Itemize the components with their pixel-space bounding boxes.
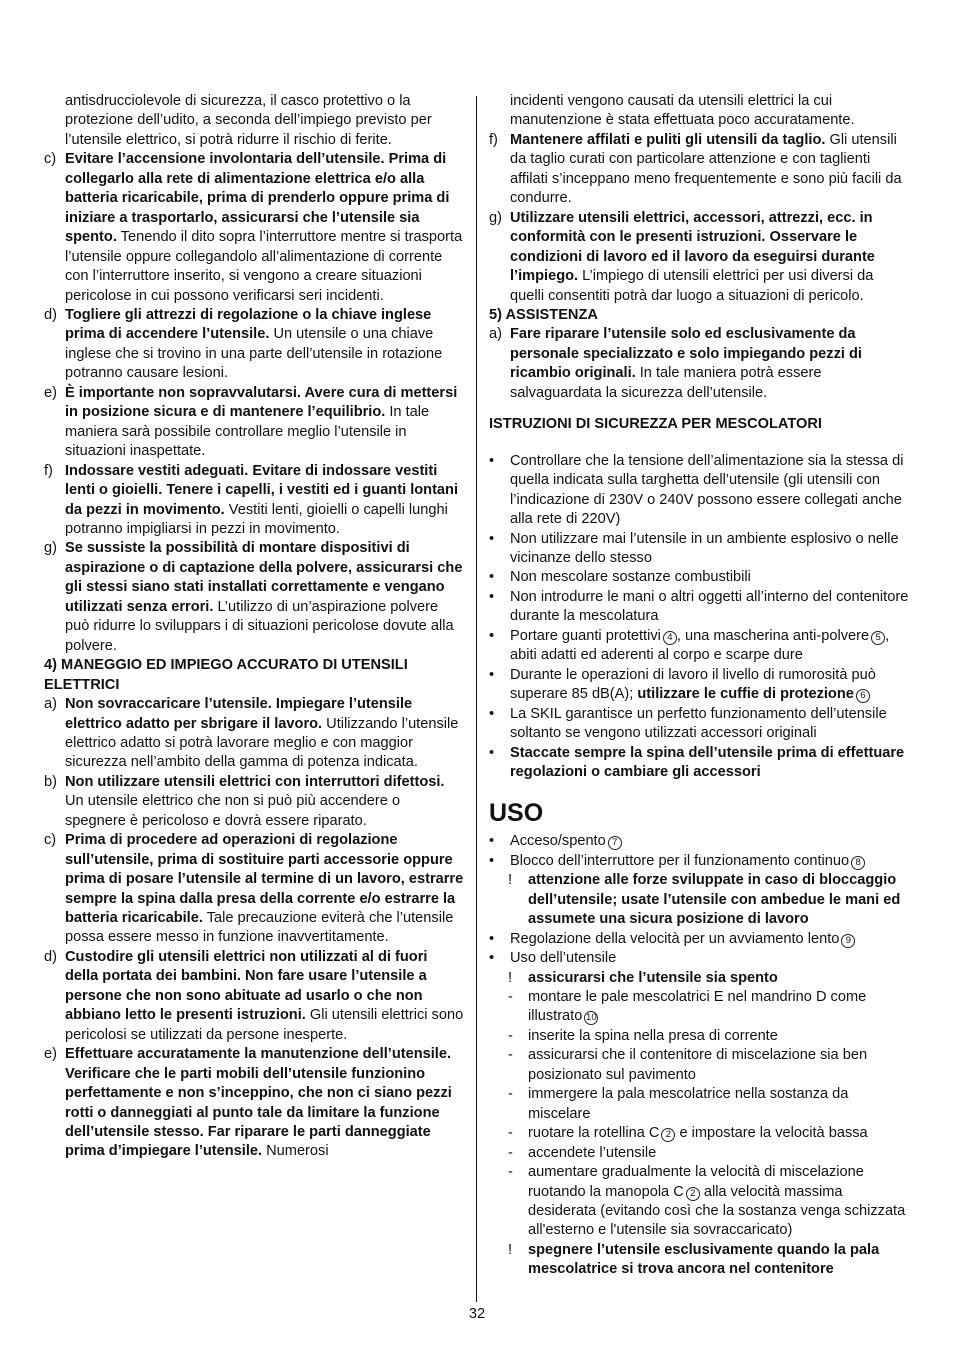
item-text: La SKIL garantisce un perfetto funzionamento dell’utensile soltanto se vengono utilizzati accessori originali [510, 705, 887, 742]
list-item [489, 1027, 911, 1046]
section-heading: 4) MANEGGIO ED IMPIEGO ACCURATO DI UTENSILI ELETTRICI [44, 657, 408, 693]
item-text: Acceso/spento [510, 833, 606, 850]
list-item [44, 539, 464, 656]
item-text: ruotare la rotellina C [528, 1125, 660, 1142]
list-item [489, 131, 911, 209]
bold-text: Non utilizzare utensili elettrici con interruttori difettosi. [65, 773, 445, 790]
item-text: Numerosi [262, 1143, 329, 1160]
figure-ref-icon: 7 [608, 836, 622, 850]
list-item [489, 209, 911, 306]
item-marker: - [508, 1047, 513, 1064]
bold-text: Prima di procedere ad operazioni di regolazione sull’utensile, prima di sostituire parti accessorie oppure prima di posare l’utensile al termine di un lavoro, estrarre sempre la spina dalla presa della corrente e/o estrarre la batteria ricaricabile. [65, 832, 464, 927]
bullet-item [489, 744, 911, 783]
item-marker: - [508, 1086, 513, 1103]
bold-text: spegnere l’utensile esclusivamente quando la pala mescolatrice si trova ancora nel contenitore [528, 1241, 880, 1278]
item-text: Non utilizzare mai l’utensile in un ambiente esplosivo o nelle vicinanze dello stesso [510, 530, 899, 566]
item-marker: • [489, 666, 495, 683]
bold-text: Non sovraccaricare l’utensile. Impiegare l’utensile elettrico adatto per sbrigare il lavoro. [65, 696, 413, 732]
page-number: 32 [468, 1306, 486, 1322]
item-text: Durante le operazioni di lavoro il livello di rumorosità può superare 85 dB(A); [510, 666, 876, 703]
item-marker: - [508, 1164, 513, 1181]
item-marker: b) [44, 773, 57, 790]
list-item [489, 1046, 911, 1085]
item-marker: ! [508, 969, 513, 986]
item-marker: • [489, 569, 495, 586]
list-item [44, 1045, 464, 1162]
list-item [489, 988, 911, 1027]
list-item [44, 831, 464, 948]
list-item [44, 773, 464, 831]
item-text: Blocco dell’interruttore per il funzionamento continuo [510, 852, 850, 869]
paragraph [489, 92, 911, 131]
item-text: montare le pale mescolatrici E nel mandrino D come illustrato [528, 989, 867, 1025]
list-item [489, 1085, 911, 1124]
item-text: incidenti vengono causati da utensili elettrici la cui manutenzione è stata effettuata poco accuratamente. [510, 93, 855, 129]
item-text: L’impiego di utensili elettrici per usi diversi da quelli consentiti potrà dar luogo a situazioni di pericolo. [510, 268, 874, 304]
item-marker: c) [44, 151, 57, 168]
item-text: inserite la spina nella presa di corrente [528, 1027, 778, 1044]
figure-ref-icon: 8 [851, 856, 865, 870]
item-marker: - [508, 1144, 513, 1161]
item-text: Un utensile elettrico che non si può più accendere o spegnere è pericoloso e dovrà essere riparato. [65, 793, 401, 829]
item-text: Utilizzando l’utensile elettrico adatto si potrà lavorare meglio e con maggior sicurezza nell’ambito della gamma di potenza indicata. [65, 715, 459, 771]
item-marker: • [489, 627, 495, 644]
item-text: Non introdurre le mani o altri oggetti all’interno del contenitore durante la mescolatura [510, 588, 909, 625]
figure-ref-icon: 9 [841, 934, 855, 948]
bold-text: Mantenere affilati e puliti gli utensili da taglio. [510, 131, 826, 148]
bullet-item [489, 588, 911, 627]
item-text: Tenendo il dito sopra l’interruttore mentre si trasporta l’utensile oppure collegandolo all’alimentazione di corrente con l’interruttore inserito, si vengono a creare situazioni pericolose in cui possono verificarsi seri incidenti. [65, 229, 463, 304]
item-marker: d) [44, 306, 57, 323]
item-marker: g) [489, 209, 502, 226]
bullet-item [489, 666, 911, 705]
item-text: Tale precauzione eviterà che l’utensile possa essere messo in funzione inavvertitamente. [65, 910, 454, 946]
item-text: Uso dell’utensile [510, 950, 617, 967]
item-text: alla velocità massima desiderata (evitando così che la sostanza venga schizzata all'esterno e l'utensile sia sovraccaricato) [528, 1183, 906, 1239]
item-marker: ! [508, 1241, 513, 1258]
item-marker: • [489, 950, 495, 967]
list-item [44, 948, 464, 1045]
item-text: e impostare la velocità bassa [675, 1125, 868, 1142]
item-text: Gli utensili da taglio curati con particolare attenzione e con taglienti affilati s’inceppano meno frequentemente e sono più facili da condurre. [510, 131, 902, 207]
item-text: aumentare gradualmente la velocità di miscelazione ruotando la manopola C [528, 1164, 864, 1200]
figure-ref-icon: 5 [871, 631, 885, 645]
item-text: immergere la pala mescolatrice nella sostanza da miscelare [528, 1086, 849, 1122]
list-item [489, 1144, 911, 1163]
item-marker: g) [44, 540, 57, 557]
list-item [489, 1241, 911, 1280]
list-item [489, 871, 911, 929]
bold-text: utilizzare le cuffie di protezione [637, 686, 854, 703]
list-item [489, 969, 911, 988]
bold-text: Evitare l’accensione involontaria dell’utensile. Prima di collegarlo alla rete di alimentazione elettrica e/o alla batteria ricaricabile, prima di prenderlo oppure prima di iniziare a trasportarlo, assicurarsi che l’utensile sia spento. [65, 151, 450, 246]
item-text: antisdrucciolevole di sicurezza, il casco protettivo o la protezione dell’udito, a seconda dell’impiego previsto per l’utensile elettrico, si potrà ridurre il rischio di ferite. [65, 93, 432, 148]
item-text: assicurarsi che il contenitore di miscelazione sia ben posizionato sul pavimento [528, 1047, 868, 1083]
item-marker: • [489, 930, 495, 947]
bold-text: Utilizzare utensili elettrici, accessori, attrezzi, ecc. in conformità con le presenti istruzioni. Osservare le condizioni di lavoro ed il lavoro da eseguirsi durante l’impiego. [510, 209, 875, 285]
bold-text: Se sussiste la possibilità di montare dispositivi di aspirazione o di captazione della polvere, assicurarsi che gli stessi siano stati installati correttamente e vengano utilizzati senza errori. [65, 540, 463, 615]
figure-ref-icon: 2 [661, 1128, 675, 1142]
section-heading: 5) ASSISTENZA [489, 306, 598, 323]
item-text: , abiti adatti ed aderenti al corpo e scarpe dure [510, 627, 890, 664]
item-text: In tale maniera potrà essere salvaguardata la sicurezza dell’utensile. [510, 365, 822, 401]
figure-ref-icon: 2 [686, 1187, 700, 1201]
list-item [44, 306, 464, 384]
item-text: Controllare che la tensione dell’alimentazione sia la stessa di quella indicata sulla targhetta dell’utensile (gli utensili con l’indicazione di 230V o 240V possono essere collegati anche alla rete di 220V) [510, 452, 904, 528]
left-column [44, 92, 464, 1162]
figure-ref-icon: 10 [586, 1012, 597, 1024]
list-item [489, 1124, 911, 1143]
bullet-item [489, 705, 911, 744]
figure-ref-icon: 4 [663, 631, 677, 645]
bullet-item [489, 530, 911, 569]
section-title-uso: USO [489, 799, 544, 828]
list-item [489, 1163, 911, 1241]
item-marker: • [489, 705, 495, 722]
item-marker: • [489, 452, 495, 469]
item-marker: f) [44, 462, 53, 479]
bold-text: Fare riparare l’utensile solo ed esclusivamente da personale specializzato e solo impiegando pezzi di ricambio originali. [510, 326, 862, 382]
bullet-item [489, 627, 911, 666]
bullet-item [489, 568, 911, 587]
list-item [44, 695, 464, 773]
item-text: , una mascherina anti-polvere [676, 627, 870, 644]
item-marker: - [508, 989, 513, 1006]
bold-text: Staccate sempre la spina dell’utensile prima di effettuare regolazioni o cambiare gli accessori [510, 744, 905, 780]
list-item [44, 462, 464, 540]
item-text: Portare guanti protettivi [510, 627, 661, 644]
item-text: L’utilizzo di un’aspirazione polvere può ridurre lo sviluppars i di situazioni pericolose dovute alla polvere. [65, 598, 454, 654]
item-marker: • [489, 530, 495, 547]
section-heading: ISTRUZIONI DI SICUREZZA PER MESCOLATORI [489, 416, 822, 433]
item-marker: f) [489, 131, 498, 148]
item-marker: a) [489, 326, 502, 343]
item-text: Un utensile o una chiave inglese che si trovino in una parte dell’utensile in rotazione potranno causare lesioni. [65, 326, 443, 382]
item-marker: • [489, 852, 495, 869]
item-marker: - [508, 1027, 513, 1044]
bullet-item [489, 832, 911, 851]
figure-ref-icon: 6 [856, 689, 870, 703]
bullet-item [489, 949, 911, 968]
item-text: Gli utensili elettrici sono pericolosi se utilizzati da persone inesperte. [65, 1007, 464, 1043]
list-item [44, 384, 464, 462]
item-marker: e) [44, 1046, 57, 1063]
bold-text: assicurarsi che l’utensile sia spento [528, 969, 778, 986]
item-marker: • [489, 588, 495, 605]
item-marker: - [508, 1125, 513, 1142]
item-marker: • [489, 744, 495, 761]
bold-text: attenzione alle forze sviluppate in caso di bloccaggio dell’utensile; usate l’utensile con ambedue le mani ed assumete una sicura posizione di lavoro [528, 872, 901, 928]
item-marker: e) [44, 384, 57, 401]
item-text: Vestiti lenti, gioielli o capelli lunghi potranno impigliarsi in pezzi in movimento. [65, 501, 448, 537]
item-text: In tale maniera sarà possibile controllare meglio l’utensile in situazioni inaspettate. [65, 404, 430, 460]
bullet-item [489, 852, 911, 871]
list-item [44, 150, 464, 306]
bullet-item [489, 930, 911, 949]
bold-text: Custodire gli utensili elettrici non utilizzati al di fuori della portata dei bambini. Non fare usare l’utensile a persone che non sono abituate ad usarlo o che non abbiano letto le presenti istruzioni. [65, 948, 428, 1024]
item-marker: ! [508, 872, 513, 889]
item-marker: • [489, 833, 495, 850]
right-column [489, 92, 911, 1280]
bullet-item [489, 452, 911, 530]
bold-text: È importante non sopravvalutarsi. Avere cura di mettersi in posizione sicura e di mantenere l’equilibrio. [65, 384, 458, 421]
bold-text: Indossare vestiti adeguati. Evitare di indossare vestiti lenti o gioielli. Tenere i capelli, i vestiti ed i guanti lontani da pezzi in movimento. [65, 462, 459, 518]
bold-text: Togliere gli attrezzi di regolazione o la chiave inglese prima di accendere l’utensile. [65, 306, 432, 343]
item-marker: a) [44, 696, 57, 713]
item-text: Non mescolare sostanze combustibili [510, 569, 751, 586]
paragraph [44, 92, 464, 150]
bold-text: Effettuare accuratamente la manutenzione dell’utensile. Verificare che le parti mobili dell’utensile funzionino perfettamente e non s’inceppino, che non ci siano pezzi rotti o danneggiati al punto tale da limitare la funzione dell’utensile stesso. Far riparare le parti danneggiate prima d’impiegare l’utensile. [65, 1046, 452, 1160]
item-marker: d) [44, 948, 57, 965]
list-item [489, 325, 911, 403]
column-divider [476, 96, 477, 1302]
item-marker: c) [44, 832, 57, 849]
item-text: accendete l’utensile [528, 1144, 657, 1161]
item-text: Regolazione della velocità per un avviamento lento [510, 930, 840, 947]
